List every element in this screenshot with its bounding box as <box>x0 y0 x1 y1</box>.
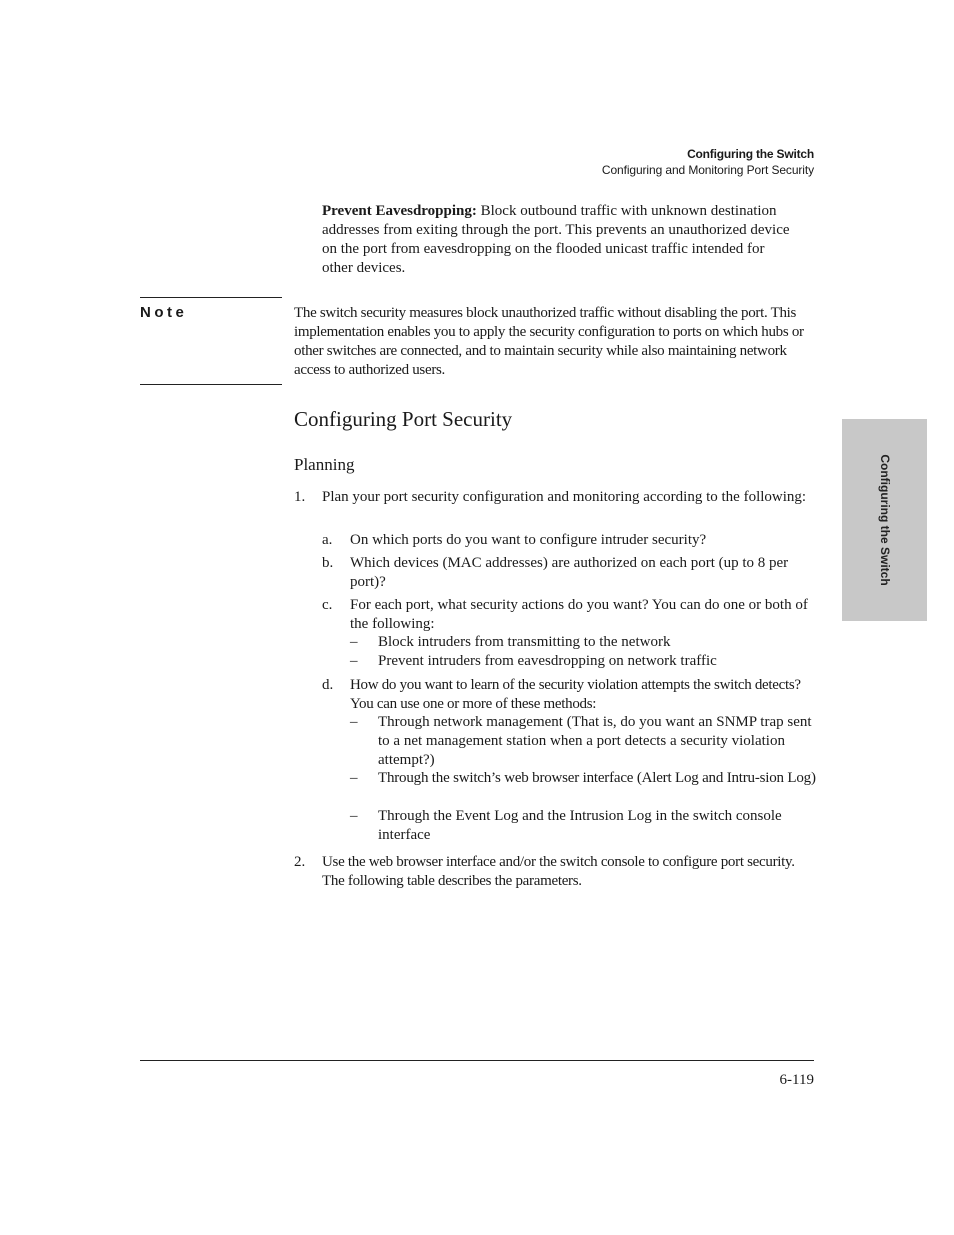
step-number: 2. <box>294 854 306 870</box>
bullet-text: Prevent intruders from eavesdropping on network traffic <box>378 653 717 669</box>
note-text: The switch security measures block unauthorized traffic without disabling the port. This implementation enables you to apply the security configuration to ports on which hubs or other switches are connected, and to maintain security while also maintaining network access to authorized users. <box>294 305 804 378</box>
bullet-dash: – <box>350 653 358 669</box>
chapter-side-tab-label: Configuring the Switch <box>877 454 892 586</box>
substep-text: For each port, what security actions do you want? You can do one or both of the following: <box>350 597 808 632</box>
bullet-dash: – <box>350 714 358 730</box>
step-text: Plan your port security configuration and monitoring according to the following: <box>322 489 807 505</box>
substep-text: How do you want to learn of the security violation attempts the switch detects? You can use one or more of these methods: <box>350 677 801 712</box>
bullet-text: Through the switch’s web browser interface (Alert Log and Intru-sion Log) <box>378 770 816 786</box>
bullet-dash: – <box>350 770 358 786</box>
intro-bold-lead: Prevent Eavesdropping: <box>322 203 477 219</box>
bullet-dash: – <box>350 808 358 824</box>
bullet-text: Block intruders from transmitting to the network <box>378 634 671 650</box>
footer-rule <box>140 1060 814 1061</box>
substep-letter: c. <box>322 597 333 613</box>
intro-text: Block outbound traffic with unknown destination addresses from exiting through the port. This prevents an unauthorized device on the port from eavesdropping on the flooded unicast traffic intended for other devices. <box>322 203 790 276</box>
bullet-text: Through the Event Log and the Intrusion Log in the switch console interface <box>378 808 782 843</box>
chapter-side-tab <box>842 419 927 621</box>
running-header-subtitle: Configuring and Monitoring Port Security <box>601 163 814 177</box>
substep-letter: d. <box>322 677 334 693</box>
note-label: Note <box>140 304 188 321</box>
step-text: Use the web browser interface and/or the switch console to configure port security. The following table describes the parameters. <box>322 854 795 889</box>
substep-text: On which ports do you want to configure intruder security? <box>350 532 707 548</box>
substep-text: Which devices (MAC addresses) are authorized on each port (up to 8 per port)? <box>350 555 789 590</box>
bullet-text: Through network management (That is, do you want an SNMP trap sent to a net management station when a port detects a security violation attempt?) <box>378 714 812 768</box>
page-number: 6-119 <box>779 1072 814 1088</box>
substep-letter: b. <box>322 555 334 571</box>
running-header-title: Configuring the Switch <box>687 147 814 161</box>
bullet-dash: – <box>350 634 358 650</box>
section-title: Configuring Port Security <box>294 407 513 431</box>
subsection-title: Planning <box>294 455 355 474</box>
intro-paragraph <box>322 202 797 278</box>
step-number: 1. <box>294 489 306 505</box>
note-rule-top <box>140 297 282 298</box>
note-rule-bottom <box>140 384 282 385</box>
substep-letter: a. <box>322 532 333 548</box>
